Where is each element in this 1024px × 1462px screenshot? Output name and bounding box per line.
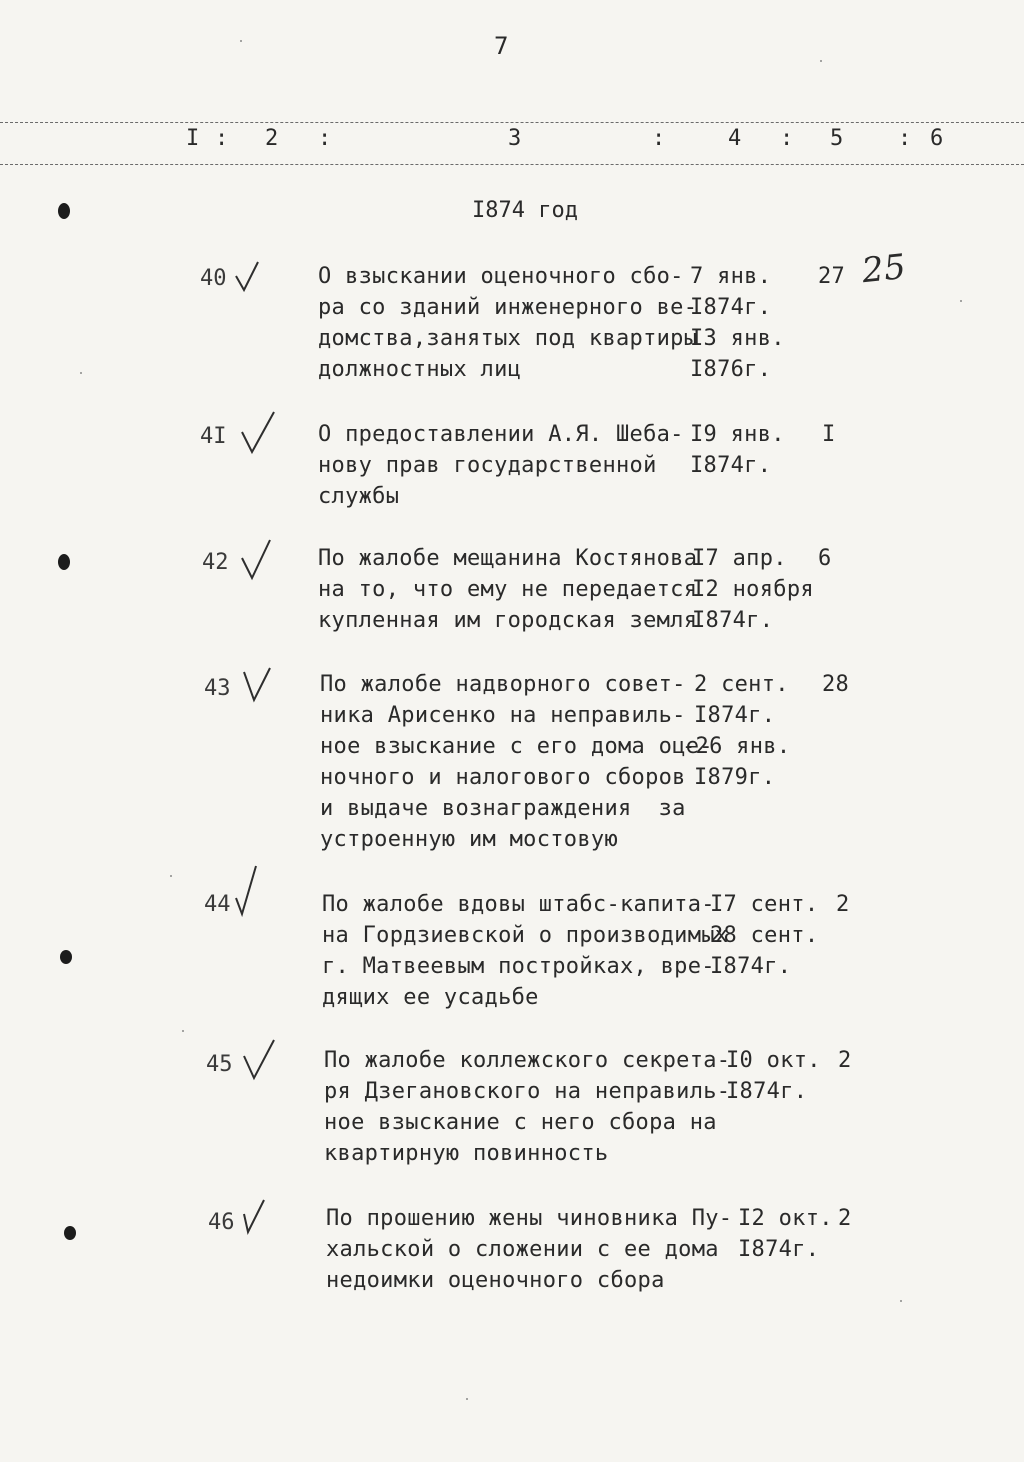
entry-number: 4I	[200, 424, 227, 449]
column-separator: :	[215, 126, 229, 151]
entry-number: 42	[202, 550, 229, 575]
entry-date-line: I874г.	[690, 295, 772, 320]
entry-text-line: ное взыскание с его дома оце-	[320, 734, 713, 759]
entry-number: 46	[208, 1210, 235, 1235]
entry-date-line: 2 сент.	[694, 672, 789, 697]
scan-speck	[240, 40, 242, 42]
entry-date-line: I0 окт.	[726, 1048, 821, 1073]
column-separator: :	[652, 126, 666, 151]
header-top-rule	[0, 122, 1024, 123]
entry-date-line: 28 сент.	[710, 923, 819, 948]
entry-date-line: -26 янв.	[682, 734, 791, 759]
entry-text-line: ное взыскание с него сбора на	[324, 1110, 717, 1135]
entry-text-line: По жалобе вдовы штабс-капита-	[322, 892, 715, 917]
column-separator: :	[318, 126, 332, 151]
check-mark-icon	[240, 664, 274, 704]
binding-hole	[64, 1226, 76, 1240]
binding-hole	[58, 203, 70, 219]
scan-speck	[900, 1300, 902, 1302]
entry-date-line: I876г.	[690, 357, 772, 382]
check-mark-icon	[232, 258, 262, 294]
entry-date-line: I7 сент.	[710, 892, 819, 917]
entry-sheet-count: 6	[818, 546, 832, 571]
check-mark-icon	[238, 408, 278, 456]
entry-date-line: I874г.	[738, 1237, 820, 1262]
binding-hole	[60, 950, 72, 964]
entry-date-line: I874г.	[710, 954, 792, 979]
entry-text-line: ря Дзегановского на неправиль-	[324, 1079, 731, 1104]
check-mark-icon	[240, 1036, 278, 1082]
entry-text-line: ника Арисенко на неправиль-	[320, 703, 686, 728]
entry-text-line: О предоставлении А.Я. Шеба-	[318, 422, 684, 447]
entry-text-line: г. Матвеевым постройках, вре-	[322, 954, 715, 979]
column-header-1: I	[186, 126, 200, 151]
entry-sheet-count: 2	[838, 1048, 852, 1073]
entry-text-line: По жалобе коллежского секрета-	[324, 1048, 731, 1073]
entry-text-line: хальской о сложении с ее дома	[326, 1237, 719, 1262]
entry-date-line: I2 окт.	[738, 1206, 833, 1231]
entry-date-line: I874г.	[690, 453, 772, 478]
entry-text-line: службы	[318, 484, 400, 509]
check-mark-icon	[232, 862, 262, 918]
scan-speck	[170, 875, 172, 877]
scan-speck	[182, 1030, 184, 1032]
scan-speck	[820, 60, 822, 62]
column-header-4: 4	[728, 126, 742, 151]
column-separator: :	[780, 126, 794, 151]
column-header-6: 6	[930, 126, 944, 151]
entry-number: 45	[206, 1052, 233, 1077]
entry-date-line: I874г.	[726, 1079, 808, 1104]
scan-speck	[80, 372, 82, 374]
entry-date-line: 7 янв.	[690, 264, 772, 289]
page-number: 7	[494, 32, 509, 60]
column-separator: :	[898, 126, 912, 151]
entry-text-line: и выдаче вознаграждения за	[320, 796, 686, 821]
column-header-5: 5	[830, 126, 844, 151]
entry-sheet-count: 2	[836, 892, 850, 917]
entry-text-line: устроенную им мостовую	[320, 827, 618, 852]
entry-number: 44	[204, 892, 231, 917]
handwritten-correction: 25	[860, 246, 908, 292]
binding-hole	[58, 554, 70, 570]
year-heading: I874 год	[472, 198, 578, 223]
entry-text-line: нову прав государственной	[318, 453, 657, 478]
scan-speck	[960, 300, 962, 302]
entry-text-line: на Гордзиевской о производимых	[322, 923, 729, 948]
check-mark-icon	[238, 536, 274, 582]
entry-date-line: I2 ноября	[692, 577, 814, 602]
entry-date-line: I879г.	[694, 765, 776, 790]
entry-text-line: По жалобе надворного совет-	[320, 672, 686, 697]
header-bottom-rule	[0, 164, 1024, 165]
entry-date-line: I874г.	[694, 703, 776, 728]
entry-text-line: квартирную повинность	[324, 1141, 609, 1166]
entry-number: 40	[200, 266, 227, 291]
entry-text-line: недоимки оценочного сбора	[326, 1268, 665, 1293]
check-mark-icon	[240, 1196, 268, 1236]
scan-speck	[466, 1398, 468, 1400]
entry-date-line: I874г.	[692, 608, 774, 633]
entry-text-line: ночного и налогового сборов	[320, 765, 686, 790]
entry-text-line: О взыскании оценочного сбо-	[318, 264, 684, 289]
entry-sheet-count: 27	[818, 264, 846, 289]
column-header-3: 3	[508, 126, 522, 151]
entry-text-line: По жалобе мещанина Костянова	[318, 546, 698, 571]
entry-text-line: домства,занятых под квартиры	[318, 326, 698, 351]
entry-text-line: По прошению жены чиновника Пу-	[326, 1206, 733, 1231]
entry-text-line: ра со зданий инженерного ве-	[318, 295, 698, 320]
entry-text-line: купленная им городская земля	[318, 608, 698, 633]
entry-sheet-count: 2	[838, 1206, 852, 1231]
entry-text-line: дящих ее усадьбе	[322, 985, 539, 1010]
entry-date-line: I3 янв.	[690, 326, 785, 351]
entry-text-line: на то, что ему не передается	[318, 577, 698, 602]
entry-sheet-count: I	[822, 422, 836, 447]
entry-date-line: I9 янв.	[690, 422, 785, 447]
entry-text-line: должностных лиц	[318, 357, 522, 382]
entry-date-line: I7 апр.	[692, 546, 787, 571]
entry-number: 43	[204, 676, 231, 701]
entry-sheet-count: 28	[822, 672, 850, 697]
column-header-2: 2	[265, 126, 279, 151]
